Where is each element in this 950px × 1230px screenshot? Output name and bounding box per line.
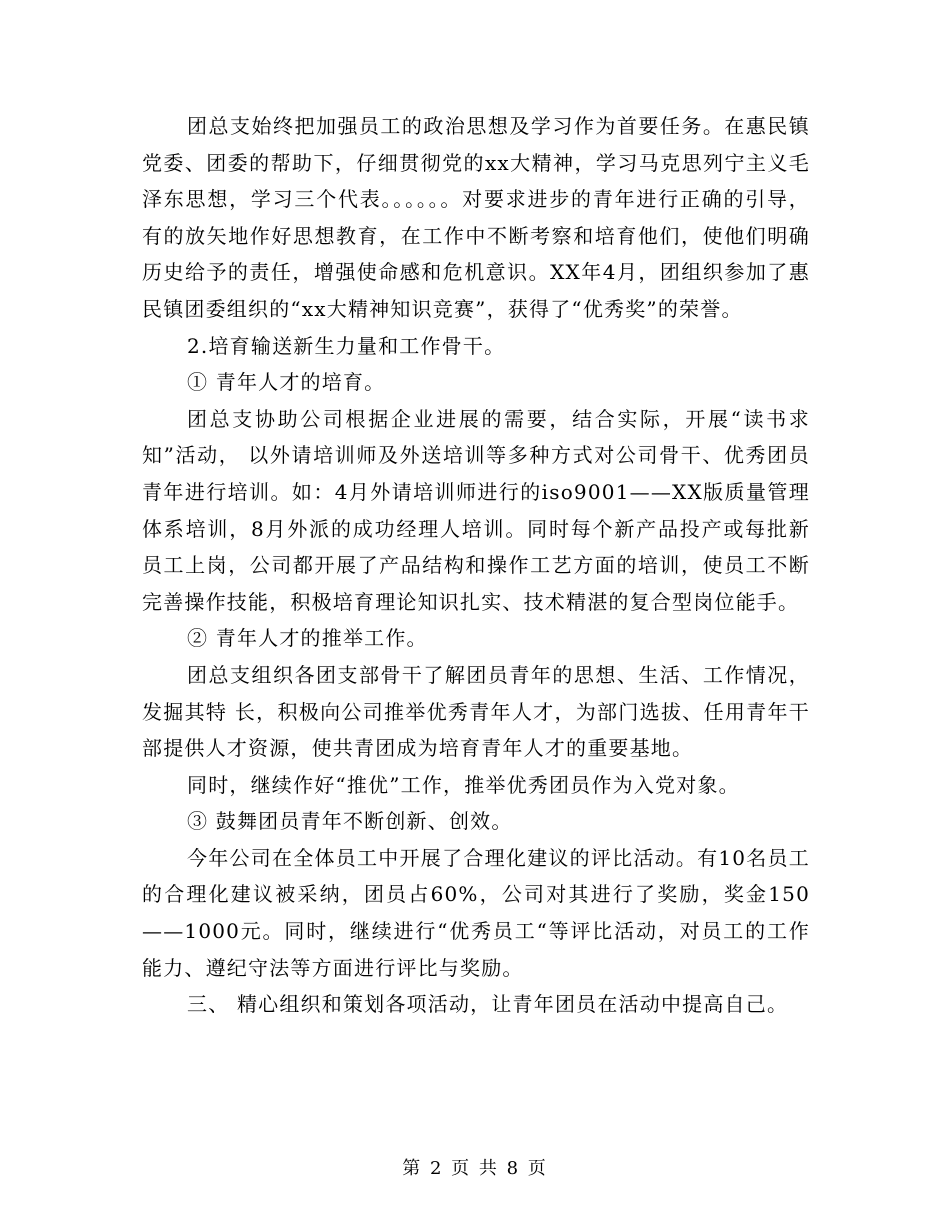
heading-training-talent: 2.培育输送新生力量和工作骨干。	[187, 333, 506, 358]
page-number-footer: 第 2 页 共 8 页	[402, 1158, 548, 1179]
paragraph-political-study: 团总支始终把加强员工的政治思想及学习作为首要任务。在惠民镇党委、团委的帮助下，仔细贯彻党的xx大精神，学习马克思列宁主义毛泽东思想，学习三个代表。。。。。。对要求进步的青年进行正确的引导，有的放矢地作好思想教育，在工作中不断考察和培育他们，使他们明确历史给予的责任，增强使命感和危机意识。XX年4月，团组织参加了惠民镇团委组织的“xx大精神知识竞赛”，获得了“优秀奖”的荣誉。	[142, 114, 810, 321]
paragraph-reading-activity: 团总支协助公司根据企业进展的需要，结合实际，开展“读书求知”活动， 以外请培训师及外送培训等多种方式对公司骨干、优秀团员青年进行培训。如：4月外请培训师进行的iso9001——XX版质量管理体系培训，8月外派的成功经理人培训。同时每个新产品投产或每批新员工上岗，公司都开展了产品结构和操作工艺方面的培训，使员工不断完善操作技能，积极培育理论知识扎实、技术精湛的复合型岗位能手。	[142, 406, 810, 614]
subheading-youth-training: ① 青年人才的培育。	[187, 370, 386, 395]
paragraph-suggestion-awards: 今年公司在全体员工中开展了合理化建议的评比活动。有10名员工的合理化建议被采纳，团员占60%，公司对其进行了奖励，奖金150——1000元。同时，继续进行“优秀员工“等评比活动，对员工的工作能力、遵纪守法等方面进行评比与奖励。	[142, 845, 810, 980]
subheading-youth-recommendation: ② 青年人才的推举工作。	[187, 626, 428, 651]
paragraph-recommend-excellent: 同时，继续作好“推优”工作，推举优秀团员作为入党对象。	[187, 772, 740, 797]
heading-organize-activities: 三、 精心组织和策划各项活动，让青年团员在活动中提高自己。	[187, 992, 789, 1017]
subheading-innovation: ③ 鼓舞团员青年不断创新、创效。	[187, 809, 513, 834]
paragraph-recommendation-work: 团总支组织各团支部骨干了解团员青年的思想、生活、工作情况，发掘其特 长，积极向公司推举优秀青年人才，为部门选拔、任用青年干部提供人才资源，使共青团成为培育青年人才的重要基地。	[142, 662, 810, 761]
page-body	[142, 108, 810, 1023]
